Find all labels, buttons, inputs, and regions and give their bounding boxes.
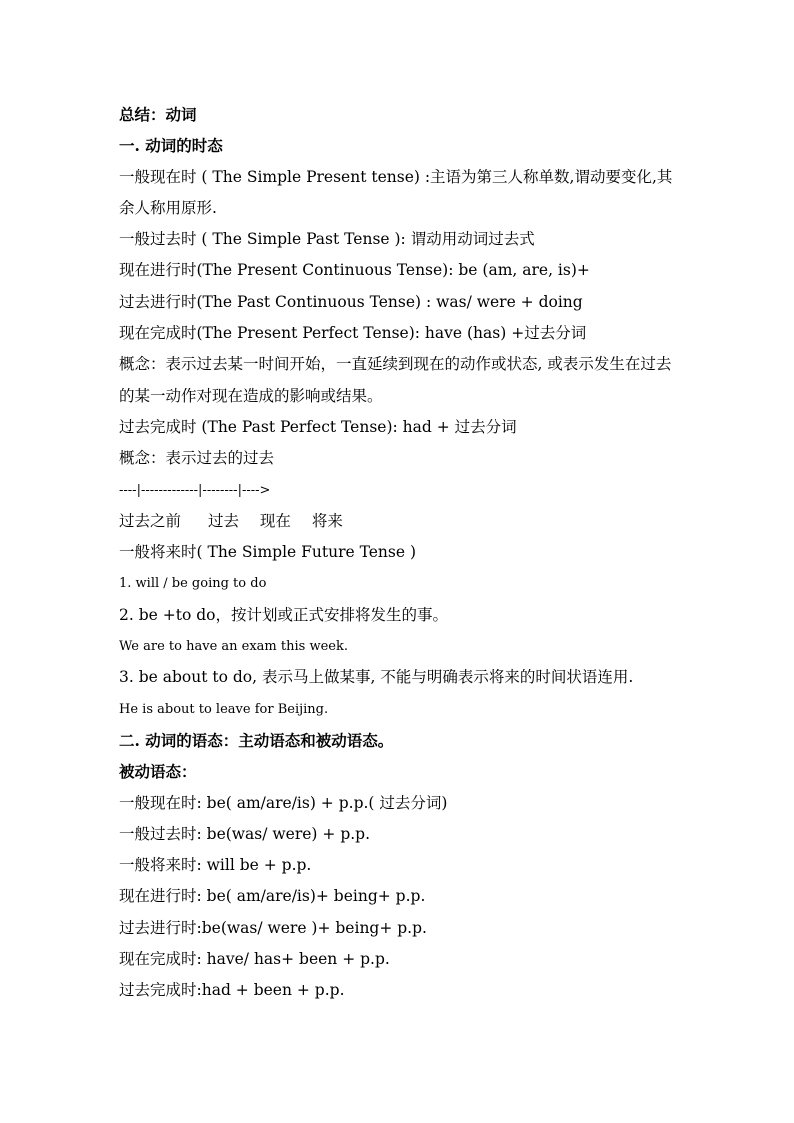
future-item-1: 1. will / be going to do: [119, 576, 267, 592]
future-item-2-example: We are to have an exam this week.: [119, 639, 348, 655]
passive-item: 一般将来时: will be + p.p.: [119, 856, 312, 875]
future-item-3: 3. be about to do, 表示马上做某事, 不能与明确表示将来的时间状语连用.: [119, 668, 634, 687]
timeline-label-present: 现在: [259, 511, 291, 530]
timeline-label-before-past: 过去之前: [119, 511, 182, 530]
passive-list: [119, 788, 679, 1007]
future-item-2: 2. be +to do，按计划或正式安排将发生的事。: [119, 605, 448, 624]
passive-item: 一般过去时: be(was/ were) + p.p.: [119, 824, 371, 843]
present-perfect-line: 现在完成时(The Present Perfect Tense): have (has) +过去分词: [119, 324, 587, 343]
future-item-3-example: He is about to leave for Beijing.: [119, 701, 329, 717]
simple-present-line: 一般现在时 ( The Simple Present tense) :主语为第三人称单数,谓动要变化,其余人称用原形.: [119, 167, 673, 217]
past-perfect-concept: 概念：表示过去的过去: [119, 449, 275, 468]
simple-past-line: 一般过去时 ( The Simple Past Tense ): 谓动用动词过去式: [119, 230, 535, 249]
present-continuous-line: 现在进行时(The Present Continuous Tense): be (am, are, is)+: [119, 261, 590, 280]
passive-item: 现在完成时: have/ has+ been + p.p.: [119, 950, 390, 969]
timeline-label-past: 过去: [207, 511, 239, 530]
passive-item: 现在进行时: be( am/are/is)+ being+ p.p.: [119, 887, 426, 906]
past-perfect-line: 过去完成时 (The Past Perfect Tense): had + 过去分词: [119, 417, 517, 436]
present-perfect-concept: 概念：表示过去某一时间开始，一直延续到现在的动作或状态, 或表示发生在过去的某一动作对现在造成的影响或结果。: [119, 355, 672, 405]
passive-item: 过去进行时:be(was/ were )+ being+ p.p.: [119, 918, 427, 937]
passive-item: 一般现在时: be( am/are/is) + p.p.( 过去分词): [119, 793, 448, 812]
past-continuous-line: 过去进行时(The Past Continuous Tense) : was/ were + doing: [119, 292, 583, 311]
timeline-labels: [119, 506, 679, 537]
passive-item: 过去完成时:had + been + p.p.: [119, 981, 345, 1000]
document-page: [119, 99, 679, 1007]
doc-title: 总结：动词: [119, 105, 197, 124]
simple-future-line: 一般将来时( The Simple Future Tense ): [119, 543, 416, 562]
passive-heading: 被动语态：: [119, 762, 197, 782]
timeline: ----|-------------|--------|---->: [119, 482, 271, 498]
timeline-label-future: 将来: [311, 511, 343, 530]
section2-heading: 二. 动词的语态：主动语态和被动语态。: [119, 730, 394, 750]
section1-heading: 一. 动词的时态: [119, 136, 223, 156]
